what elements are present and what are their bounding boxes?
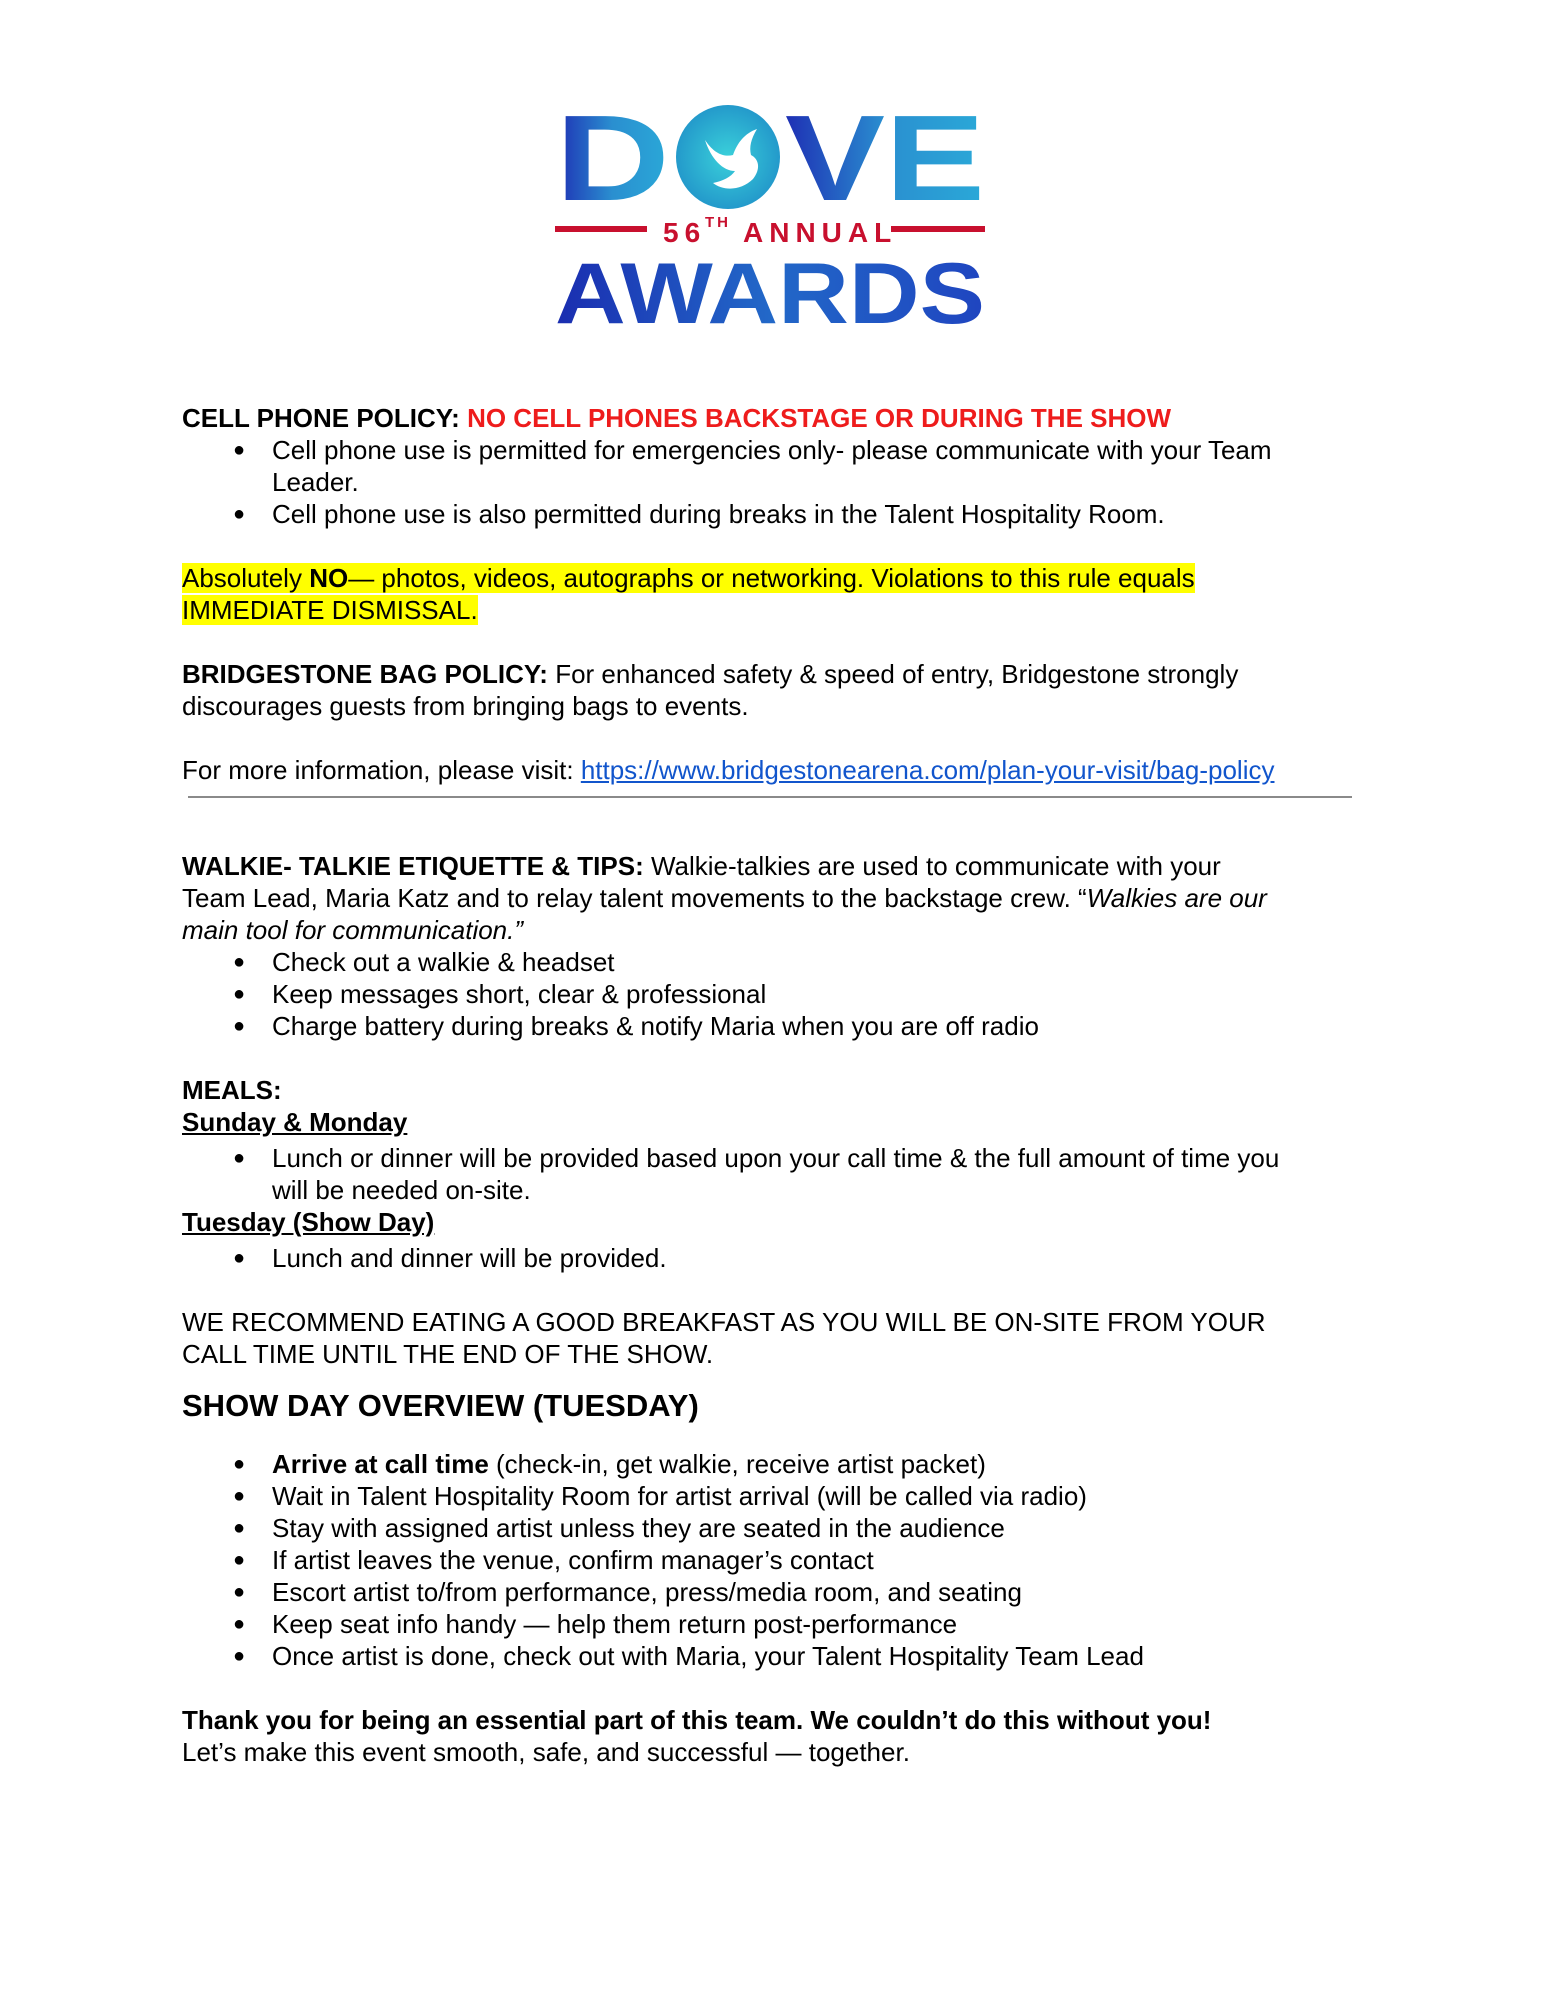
- bullet-icon: ●: [232, 1015, 246, 1037]
- list-item-text: Keep seat info handy — help them return post-performance: [272, 1609, 958, 1639]
- list-item-text: Cell phone use is permitted for emergencies only- please communicate with your Team Leader.: [272, 435, 1272, 497]
- list-item-text: Stay with assigned artist unless they are seated in the audience: [272, 1513, 1005, 1543]
- list-item: [182, 978, 1362, 1010]
- warning-dismissal: IMMEDIATE DISMISSAL.: [182, 595, 478, 625]
- meals-sunday-monday: Sunday & Monday: [182, 1107, 408, 1137]
- bullet-icon: ●: [232, 1517, 246, 1539]
- list-item-text: Check out a walkie & headset: [272, 947, 615, 977]
- walkie-list: [182, 946, 1362, 1042]
- warning-no: NO: [309, 563, 349, 593]
- bullet-icon: ●: [232, 983, 246, 1005]
- warning-text: [182, 562, 1362, 626]
- logo-letters-ve: VE: [785, 95, 985, 226]
- list-item: [182, 1448, 1362, 1480]
- overview-title: SHOW DAY OVERVIEW (TUESDAY): [182, 1388, 699, 1423]
- list-item-bold: Arrive at call time: [272, 1449, 489, 1479]
- bullet-icon: ●: [232, 503, 246, 525]
- walkie-text: Walkie-talkies are used to communicate with your: [643, 851, 1221, 881]
- list-item-text: (check-in, get walkie, receive artist packet): [488, 1449, 986, 1479]
- logo-awards: AWARDS: [555, 246, 985, 335]
- list-item-text: Escort artist to/from performance, press/media room, and seating: [272, 1577, 1022, 1607]
- overview-list: [182, 1448, 1362, 1672]
- cell-phone-heading: [182, 402, 1362, 434]
- closing-paragraph: [182, 1704, 1362, 1768]
- bag-policy-heading: BRIDGESTONE BAG POLICY:: [182, 659, 548, 689]
- list-item: [182, 498, 1362, 530]
- bag-policy-paragraph: [182, 658, 1362, 722]
- list-item-text: Lunch and dinner will be provided.: [272, 1243, 667, 1273]
- meals-day1-list: [182, 1142, 1362, 1206]
- list-item: [182, 1242, 1362, 1274]
- meals-recommendation: [182, 1306, 1362, 1370]
- meals-tuesday: Tuesday (Show Day): [182, 1207, 435, 1237]
- list-item: [182, 1544, 1362, 1576]
- list-item-text: Cell phone use is also permitted during breaks in the Talent Hospitality Room.: [272, 499, 1165, 529]
- bullet-icon: ●: [232, 951, 246, 973]
- logo-annual: ANNUAL: [743, 217, 898, 248]
- list-item: [182, 946, 1362, 978]
- meals-heading: MEALS:: [182, 1075, 282, 1105]
- bullet-icon: ●: [232, 1485, 246, 1507]
- list-item: [182, 1142, 1362, 1206]
- logo-bar-right: [891, 226, 985, 232]
- cell-phone-headline: NO CELL PHONES BACKSTAGE OR DURING THE SHOW: [467, 403, 1172, 433]
- walkie-quote-2: main tool for communication.”: [182, 915, 524, 945]
- document-body: [182, 402, 1362, 1768]
- more-info-label: For more information, please visit:: [182, 755, 581, 785]
- list-item: [182, 1010, 1362, 1042]
- dove-awards-logo: [555, 95, 985, 335]
- recommend-line-1: WE RECOMMEND EATING A GOOD BREAKFAST AS YOU WILL BE ON-SITE FROM YOUR: [182, 1307, 1266, 1337]
- bullet-icon: ●: [232, 1613, 246, 1635]
- cell-phone-list: [182, 434, 1362, 530]
- list-item-text: Keep messages short, clear & professional: [272, 979, 767, 1009]
- list-item: [182, 1576, 1362, 1608]
- bullet-icon: ●: [232, 439, 246, 461]
- list-item-text: If artist leaves the venue, confirm manager’s contact: [272, 1545, 874, 1575]
- walkie-quote: Walkies are our: [1086, 883, 1267, 913]
- list-item: [182, 434, 1362, 498]
- logo-graphic: [555, 95, 985, 335]
- bullet-icon: ●: [232, 1453, 246, 1475]
- logo-edition: 56: [663, 217, 707, 248]
- list-item-text: Wait in Talent Hospitality Room for artist arrival (will be called via radio): [272, 1481, 1087, 1511]
- bag-policy-link[interactable]: https://www.bridgestonearena.com/plan-your-visit/bag-policy: [580, 755, 1275, 785]
- bullet-icon: ●: [232, 1581, 246, 1603]
- walkie-heading: WALKIE- TALKIE ETIQUETTE & TIPS:: [182, 851, 644, 881]
- closing-line: Let’s make this event smooth, safe, and successful — together.: [182, 1737, 910, 1767]
- list-item: [182, 1512, 1362, 1544]
- bullet-icon: ●: [232, 1645, 246, 1667]
- list-item: [182, 1640, 1362, 1672]
- warning-prefix: Absolutely: [182, 563, 310, 593]
- bullet-icon: ●: [232, 1147, 246, 1169]
- walkie-text-2: Team Lead, Maria Katz and to relay talent movements to the backstage crew. “: [182, 883, 1087, 913]
- cell-phone-label: CELL PHONE POLICY:: [182, 403, 460, 433]
- list-item: [182, 1608, 1362, 1640]
- warning-rest: — photos, videos, autographs or networking. Violations to this rule equals: [348, 563, 1195, 593]
- list-item-text: Lunch or dinner will be provided based upon your call time & the full amount of time you: [272, 1143, 1280, 1173]
- list-item-text: Charge battery during breaks & notify Maria when you are off radio: [272, 1011, 1039, 1041]
- bag-policy-text: For enhanced safety & speed of entry, Bridgestone strongly: [547, 659, 1239, 689]
- bag-policy-text-2: discourages guests from bringing bags to events.: [182, 691, 749, 721]
- logo-bar-left: [555, 226, 647, 232]
- list-item-text: Once artist is done, check out with Maria, your Talent Hospitality Team Lead: [272, 1641, 1144, 1671]
- bullet-icon: ●: [232, 1247, 246, 1269]
- logo-edition-suffix: TH: [705, 214, 731, 231]
- bag-policy-more-info: [182, 754, 1362, 786]
- closing-bold: Thank you for being an essential part of this team. We couldn’t do this without you!: [182, 1705, 1212, 1735]
- walkie-paragraph: [182, 850, 1362, 946]
- list-item-text-2: will be needed on-site.: [272, 1175, 531, 1205]
- logo-letter-d: D: [555, 95, 670, 226]
- recommend-line-2: CALL TIME UNTIL THE END OF THE SHOW.: [182, 1339, 714, 1369]
- bullet-icon: ●: [232, 1549, 246, 1571]
- meals-day2-list: [182, 1242, 1362, 1274]
- list-item: [182, 1480, 1362, 1512]
